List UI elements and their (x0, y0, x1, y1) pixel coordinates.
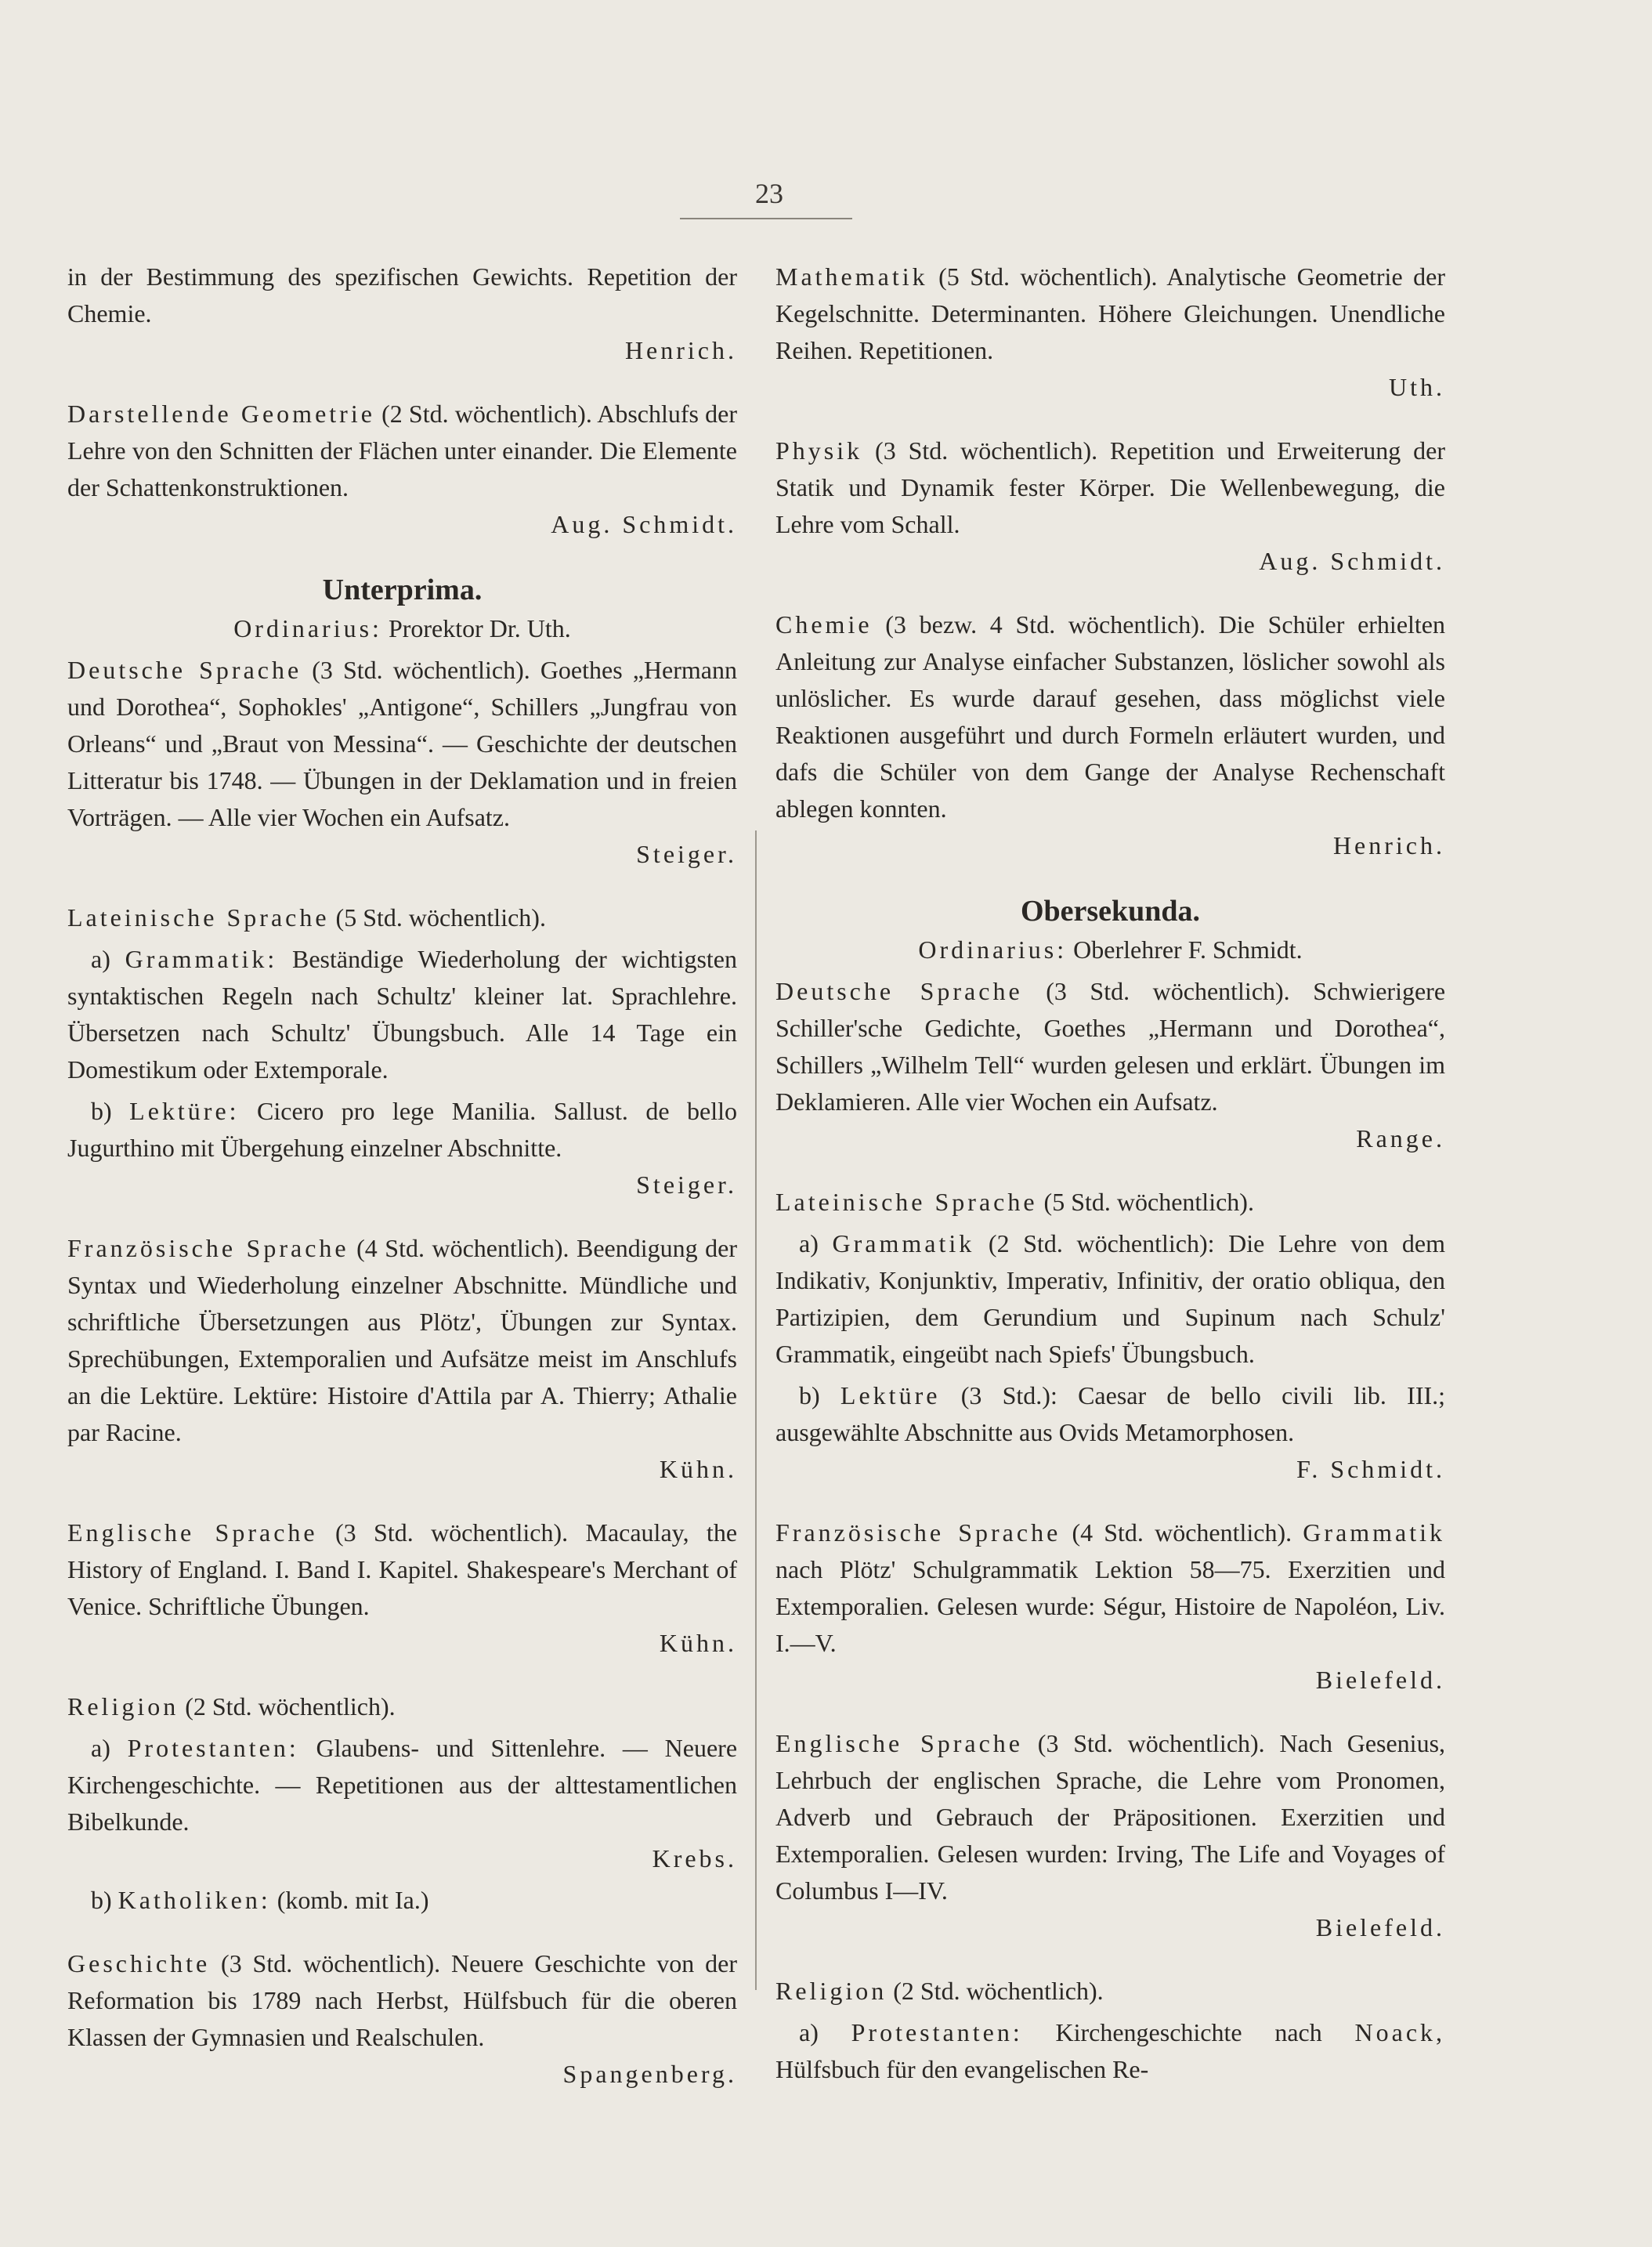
teacher-name: Aug. Schmidt. (551, 510, 737, 538)
subsection-label: Lektüre (840, 1381, 941, 1409)
section-darstellende-geometrie (67, 396, 737, 543)
subsection-label: Grammatik: (125, 945, 278, 973)
section-text: (2 Std. wöchentlich). (893, 1977, 1104, 2005)
subject-sublabel: Grammatik (1303, 1518, 1446, 1547)
header-rule (680, 218, 852, 219)
section-text: (3 Std. wöchentlich). Goethes „Hermann und Dorothea“, Sophokles' „Antigone“, Schillers „Jungfrau von Orleans“ und „Braut von Messina“. — Geschichte der deutschen Litteratur bis 1748. — Übungen in der Deklamation und in freien Vorträgen. — Alle vier Wochen ein Aufsatz. (67, 656, 738, 831)
subsection-prefix: a) (799, 1229, 819, 1257)
section-text: in der Bestimmung des spezifischen Gewichts. Repetition der Chemie. (67, 262, 737, 327)
ordinarius-label: Ordinarius: (233, 614, 382, 642)
subject-label: Lateinische Sprache (775, 1188, 1038, 1216)
subsection-text-2: Hülfsbuch für den evangelischen Re- (775, 2055, 1149, 2083)
section-religion (775, 1973, 1445, 2088)
teacher-name: Range. (1356, 1124, 1445, 1152)
section-deutsche-sprache (67, 652, 737, 873)
section-chemie (775, 606, 1445, 864)
teacher-name: Henrich. (624, 336, 737, 364)
section-franzoesische-sprache (775, 1514, 1445, 1699)
section-franzoesische-sprache (67, 1230, 737, 1488)
section-text: (4 Std. wöchentlich). (1072, 1518, 1292, 1547)
subject-label: Englische Sprache (67, 1518, 318, 1547)
subsection-text: Beständige Wiederholung der wichtigsten syntaktischen Regeln nach Schultz' kleiner lat. Sprachlehre. Übersetzen nach Schultz' Übungsbuch. Alle 14 Tage ein Domestikum oder Extemporale. (67, 945, 737, 1084)
subject-label: Geschichte (67, 1949, 211, 1977)
teacher-name: F. Schmidt. (1296, 1455, 1445, 1483)
teacher-name: Bielefeld. (1315, 1666, 1445, 1694)
section-text: (2 Std. wöchentlich). Abschlufs der Lehre von den Schnitten der Flächen unter einander. Die Elemente der Schattenkonstruktionen. (67, 400, 738, 501)
subsection-katholiken (67, 1882, 737, 1919)
subsection-text: (3 Std.): Caesar de bello civili lib. III.; ausgewählte Abschnitte aus Ovids Metamorphosen. (775, 1381, 1446, 1446)
section-text: (5 Std. wöchentlich). (1043, 1188, 1254, 1216)
ordinarius-line (67, 610, 737, 647)
subsection-prefix: a) (91, 1734, 110, 1762)
section-text: (3 Std. wöchentlich). Repetition und Erweiterung der Statik und Dynamik fester Körper. Die Wellenbewegung, die Lehre vom Schall. (775, 436, 1446, 538)
section-text: (3 Std. wöchentlich). Nach Gesenius, Lehrbuch der englischen Sprache, die Lehre vom Pronomen, Adverb und Gebrauch der Präpositionen. Exerzitien und Extemporalien. Gelesen wurden: Irving, The Life and Voyages of Columbus I—IV. (775, 1729, 1446, 1905)
left-column (67, 259, 737, 2119)
teacher-name: Steiger. (636, 840, 737, 868)
subject-label: Chemie (775, 610, 873, 639)
section-religion (67, 1688, 737, 1919)
teacher-name: Bielefeld. (1315, 1913, 1445, 1941)
subsection-text: (komb. mit Ia.) (277, 1886, 429, 1914)
subject-label: Französische Sprache (775, 1518, 1061, 1547)
subsection-label-2: Noack, (1354, 2018, 1446, 2046)
section-englische-sprache (67, 1514, 737, 1662)
teacher-name: Steiger. (636, 1171, 737, 1199)
subject-label: Physik (775, 436, 863, 465)
subsection-text: Kirchengeschichte nach (1055, 2018, 1322, 2046)
section-text: (3 bezw. 4 Std. wöchentlich). Die Schüler erhielten Anleitung zur Analyse einfacher Substanzen, löslicher sowohl als unlöslicher. Es wurde darauf gesehen, dass möglichst viele Reaktionen ausgeführt und durch Formeln erläutert wurden, und dafs die Schüler von dem Gange der Analyse Rechenschaft ablegen konnten. (775, 610, 1445, 823)
ordinarius-line (775, 932, 1445, 968)
class-heading-obersekunda: Obersekunda. (1020, 895, 1201, 928)
subsection-text: Glaubens- und Sittenlehre. — Neuere Kirchengeschichte. — Repetitionen aus der alttestamentlichen Bibelkunde. (67, 1734, 738, 1836)
subsection-grammatik (775, 1225, 1445, 1373)
section-lateinische-sprache (775, 1184, 1445, 1488)
right-column (775, 259, 1445, 2115)
subject-label: Lateinische Sprache (67, 903, 330, 932)
subsection-protestanten (775, 2014, 1445, 2088)
teacher-name: Aug. Schmidt. (1259, 547, 1445, 575)
column-divider (755, 830, 757, 1990)
page-number: 23 (755, 178, 783, 209)
section-text: (3 Std. wöchentlich). Macaulay, the History of England. I. Band I. Kapitel. Shakespeare's Merchant of Venice. Schriftliche Übungen. (67, 1518, 738, 1620)
subsection-protestanten (67, 1730, 737, 1840)
subsection-label: Lektüre: (129, 1097, 240, 1125)
subject-label: Religion (67, 1692, 179, 1721)
ordinarius-label: Ordinarius: (918, 935, 1068, 964)
subsection-prefix: b) (91, 1097, 112, 1125)
subsection-label: Grammatik (832, 1229, 975, 1257)
subsection-label: Katholiken: (117, 1886, 271, 1914)
section-geschichte (67, 1945, 737, 2093)
subsection-prefix: a) (799, 2018, 819, 2046)
teacher-name: Uth. (1389, 373, 1445, 401)
subsection-prefix: a) (91, 945, 110, 973)
section-text: (4 Std. wöchentlich). Beendigung der Syntax und Wiederholung einzelner Abschnitte. Mündliche und schriftliche Übersetzungen aus Plötz', Übungen zur Syntax. Sprechübungen, Extemporalien und Aufsätze meist im Anschlufs an die Lektüre. Lektüre: Histoire d'Attila par A. Thierry; Athalie par Racine. (67, 1234, 738, 1446)
subsection-label: Protestanten: (127, 1734, 299, 1762)
subject-label: Religion (775, 1977, 887, 2005)
subject-label: Deutsche Sprache (67, 656, 302, 684)
ordinarius-text: Oberlehrer F. Schmidt. (1073, 935, 1303, 964)
section-text: (3 Std. wöchentlich). Schwierigere Schiller'sche Gedichte, Goethes „Hermann und Dorothea“, Schillers „Wilhelm Tell“ wurden gelesen und erklärt. Übungen im Deklamieren. Alle vier Wochen ein Aufsatz. (775, 977, 1446, 1116)
subsection-label: Protestanten: (851, 2018, 1023, 2046)
subject-label: Englische Sprache (775, 1729, 1024, 1757)
teacher-name: Kühn. (659, 1629, 737, 1657)
teacher-name: Spangenberg. (562, 2060, 737, 2088)
subsection-grammatik (67, 941, 737, 1088)
section-text: (5 Std. wöchentlich). (335, 903, 546, 932)
section-deutsche-sprache (775, 973, 1445, 1157)
teacher-name: Krebs. (652, 1844, 737, 1872)
subsection-lektuere (67, 1093, 737, 1167)
section-text: (2 Std. wöchentlich). (185, 1692, 396, 1721)
section-text: (5 Std. wöchentlich). Analytische Geometrie der Kegelschnitte. Determinanten. Höhere Gleichungen. Unendliche Reihen. Repetitionen. (775, 262, 1445, 364)
teacher-name: Henrich. (1332, 831, 1445, 859)
subject-label: Französische Sprache (67, 1234, 349, 1262)
subsection-prefix: b) (799, 1381, 820, 1409)
subsection-text: Cicero pro lege Manilia. Sallust. de bello Jugurthino mit Übergehung einzelner Abschnitte. (67, 1097, 738, 1162)
section-physik (775, 432, 1445, 580)
ordinarius-text: Prorektor Dr. Uth. (388, 614, 571, 642)
class-heading-unterprima: Unterprima. (322, 574, 483, 606)
section-englische-sprache (775, 1725, 1445, 1946)
section-mathematik (775, 259, 1445, 406)
section-lateinische-sprache (67, 899, 737, 1203)
subsection-lektuere (775, 1377, 1445, 1451)
section-intro (67, 259, 737, 369)
subject-label: Darstellende Geometrie (67, 400, 375, 428)
teacher-name: Kühn. (659, 1455, 737, 1483)
subsection-text: (2 Std. wöchentlich): Die Lehre von dem Indikativ, Konjunktiv, Imperativ, Infinitiv, der oratio obliqua, den Partizipien, dem Gerundium und Supinum nach Schulz' Grammatik, eingeübt nach Spiefs' Übungsbuch. (775, 1229, 1446, 1368)
subject-label: Deutsche Sprache (775, 977, 1023, 1005)
subject-label: Mathematik (775, 262, 928, 291)
subsection-prefix: b) (91, 1886, 112, 1914)
section-text: (3 Std. wöchentlich). Neuere Geschichte von der Reformation bis 1789 nach Herbst, Hülfsbuch für die oberen Klassen der Gymnasien und Realschulen. (67, 1949, 738, 2051)
section-text-2: nach Plötz' Schulgrammatik Lektion 58—75. Exerzitien und Extemporalien. Gelesen wurde: Ségur, Histoire de Napoléon, Liv. I.—V. (775, 1555, 1445, 1657)
